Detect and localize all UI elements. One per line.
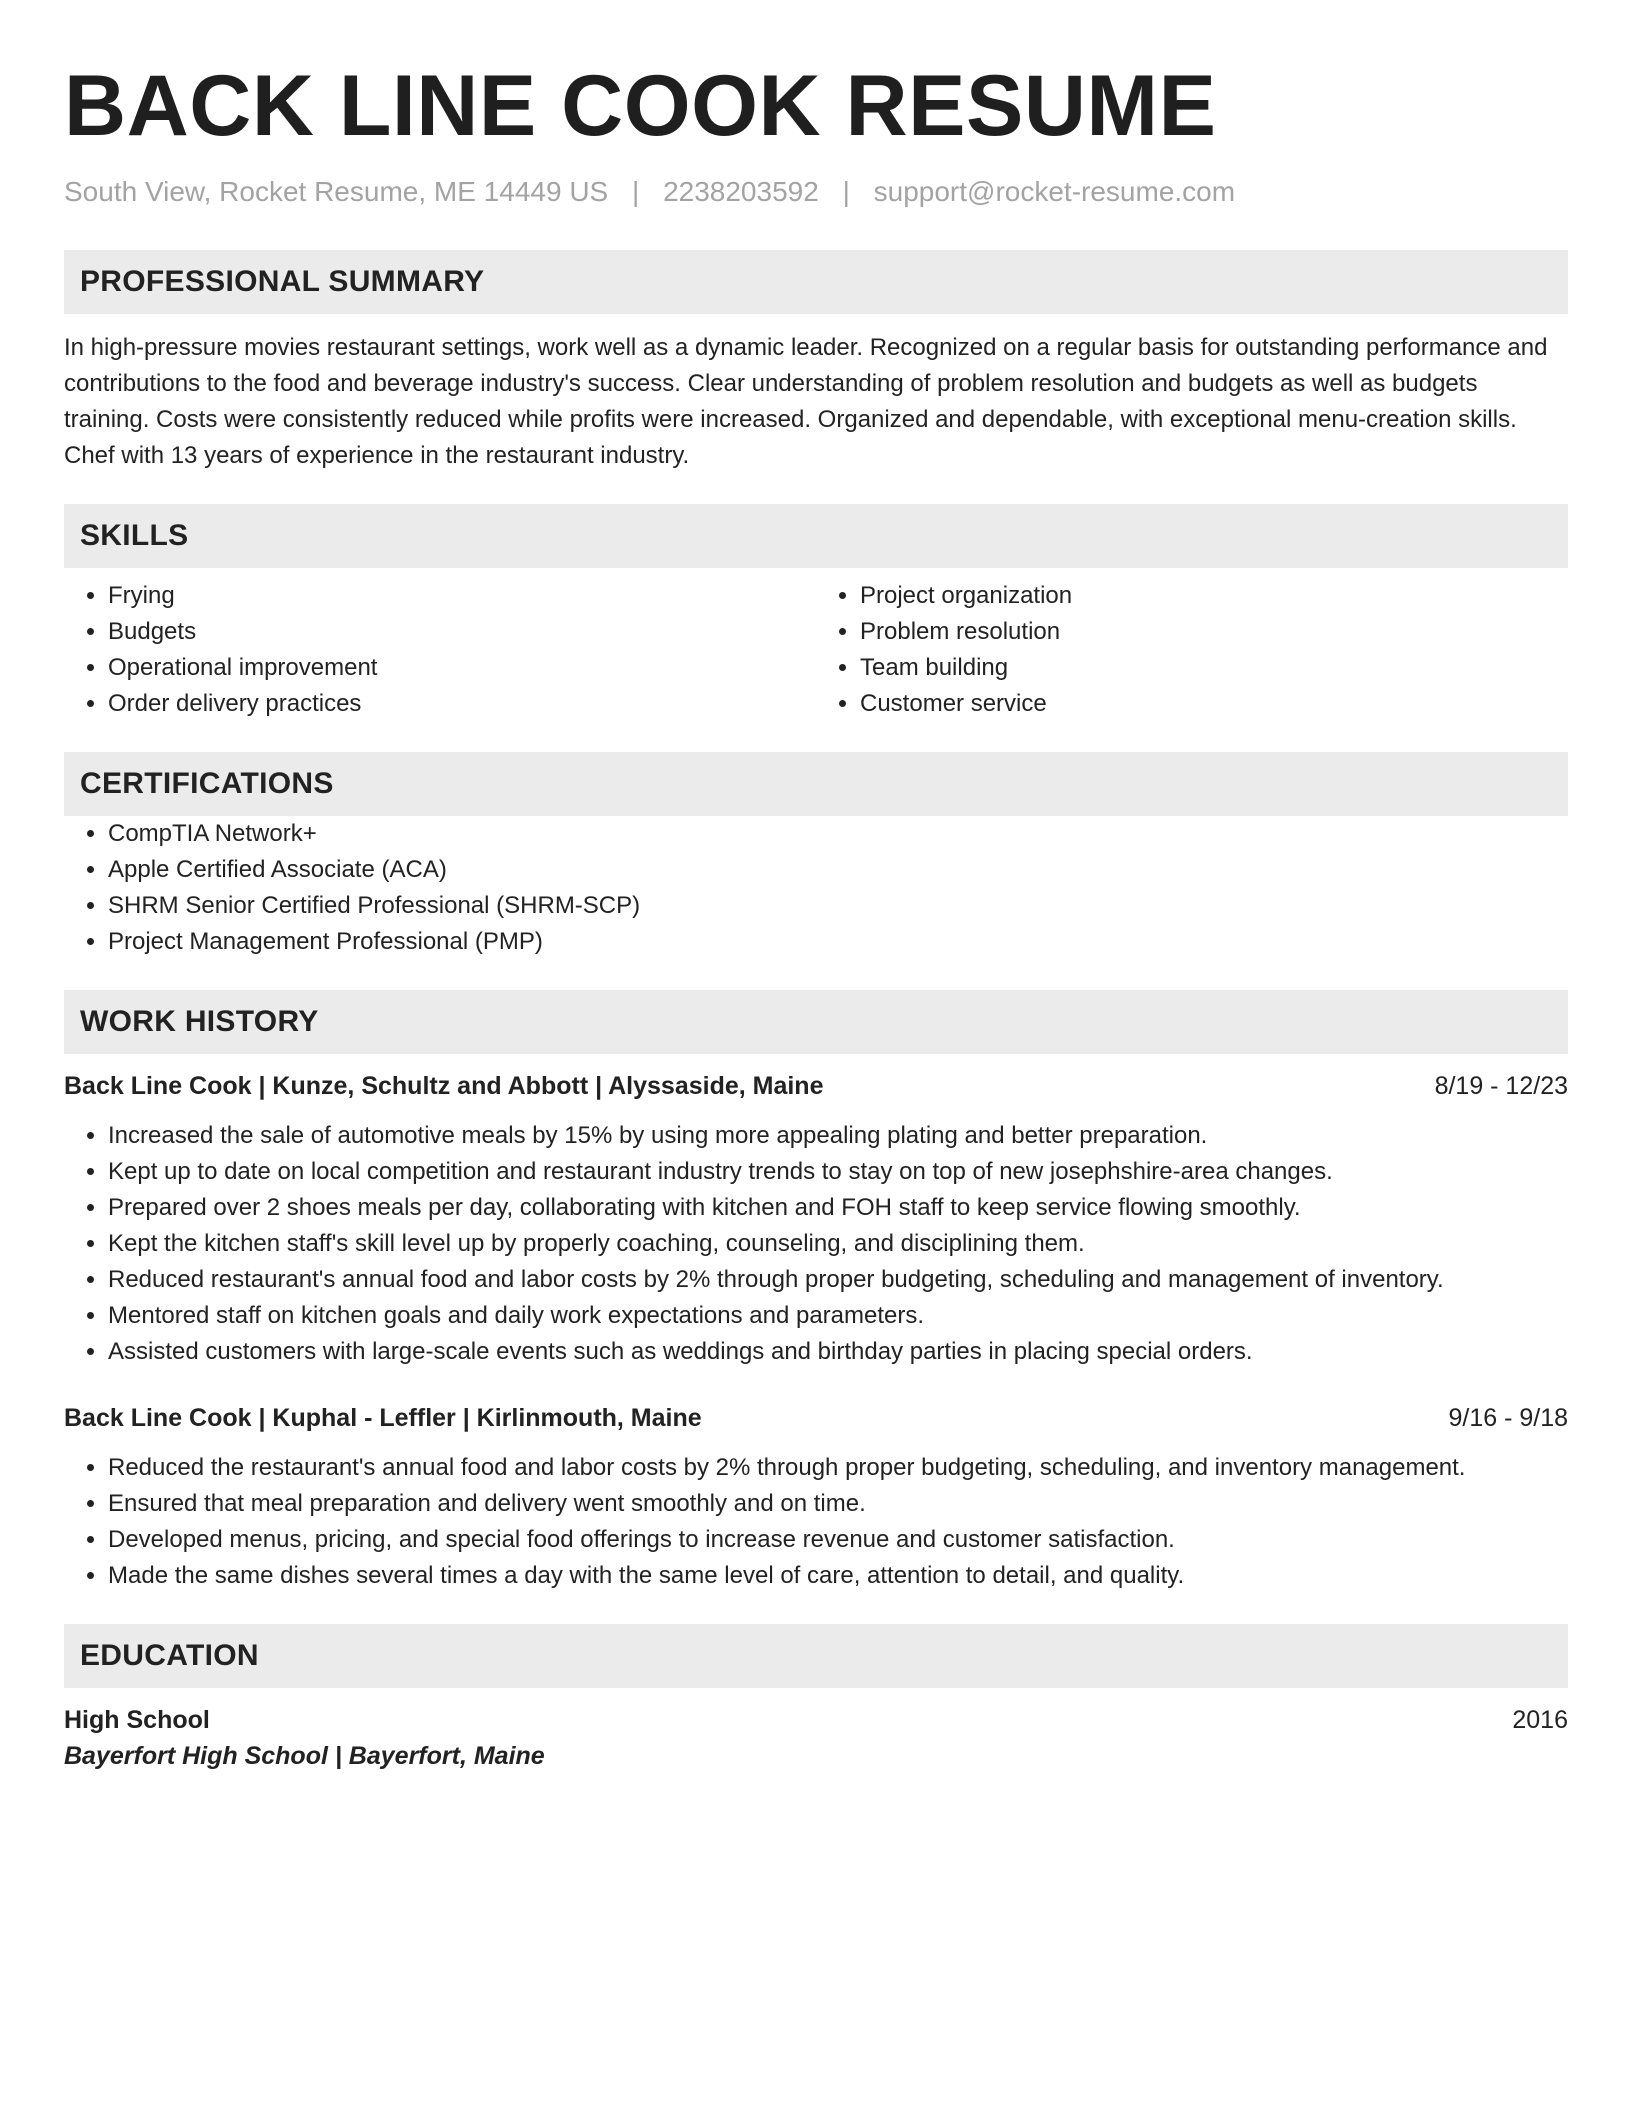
job-title: Back Line Cook | Kunze, Schultz and Abbott | Alyssaside, Maine	[64, 1072, 824, 1100]
skills-column-left	[64, 578, 816, 722]
section-heading-work-history: WORK HISTORY	[64, 990, 1568, 1054]
job-bullet: • Prepared over 2 shoes meals per day, collaborating with kitchen and FOH staff to keep service flowing smoothly.	[108, 1190, 1568, 1226]
education-header	[64, 1702, 1568, 1738]
section-heading-skills: SKILLS	[64, 504, 1568, 568]
section-heading-education: EDUCATION	[64, 1624, 1568, 1688]
summary-text: In high-pressure movies restaurant settings, work well as a dynamic leader. Recognized on a regular basis for outstanding performance and contributions to the food and beverage industry's success. Clear understanding of problem resolution and budgets as well as budgets training. Costs were consistently reduced while profits were increased. Organized and dependable, with exceptional menu-creation skills. Chef with 13 years of experience in the restaurant industry.	[64, 334, 1548, 469]
skill-item: • Operational improvement	[108, 650, 816, 686]
job-dates: 9/16 - 9/18	[1448, 1404, 1568, 1432]
certifications-list	[64, 816, 1568, 960]
skill-item: • Budgets	[108, 614, 816, 650]
contact-phone: 2238203592	[663, 176, 819, 207]
skill-item: • Frying	[108, 578, 816, 614]
contact-address: South View, Rocket Resume, ME 14449 US	[64, 176, 609, 207]
education-degree: High School	[64, 1706, 210, 1734]
contact-email: support@rocket-resume.com	[873, 176, 1236, 207]
certification-item: • CompTIA Network+	[108, 816, 1568, 852]
skill-item: • Order delivery practices	[108, 686, 816, 722]
job-bullet: • Made the same dishes several times a day with the same level of care, attention to detail, and quality.	[108, 1558, 1568, 1594]
job-bullet: • Assisted customers with large-scale events such as weddings and birthday parties in placing special orders.	[108, 1334, 1568, 1370]
certification-item: • Apple Certified Associate (ACA)	[108, 852, 1568, 888]
education-entry	[64, 1702, 1568, 1774]
skills-column-right	[816, 578, 1568, 722]
job-bullets	[64, 1450, 1568, 1594]
job-dates: 8/19 - 12/23	[1434, 1072, 1568, 1100]
job-bullet: • Mentored staff on kitchen goals and daily work expectations and parameters.	[108, 1298, 1568, 1334]
job-title: Back Line Cook | Kuphal - Leffler | Kirlinmouth, Maine	[64, 1404, 702, 1432]
skill-item: • Problem resolution	[860, 614, 1568, 650]
job-bullet: • Reduced the restaurant's annual food and labor costs by 2% through proper budgeting, scheduling, and inventory management.	[108, 1450, 1568, 1486]
skill-item: • Customer service	[860, 686, 1568, 722]
job-entry	[64, 1400, 1568, 1594]
resume-title: BACK LINE COOK RESUME	[64, 58, 1217, 154]
contact-separator: |	[842, 176, 850, 207]
section-heading-summary: PROFESSIONAL SUMMARY	[64, 250, 1568, 314]
job-entry	[64, 1068, 1568, 1370]
education-year: 2016	[1512, 1706, 1568, 1734]
skill-item: • Team building	[860, 650, 1568, 686]
job-header	[64, 1400, 1568, 1436]
job-bullet: • Reduced restaurant's annual food and labor costs by 2% through proper budgeting, scheduling and management of inventory.	[108, 1262, 1568, 1298]
job-bullet: • Ensured that meal preparation and delivery went smoothly and on time.	[108, 1486, 1568, 1522]
job-bullet: • Developed menus, pricing, and special food offerings to increase revenue and customer satisfaction.	[108, 1522, 1568, 1558]
section-heading-certifications: CERTIFICATIONS	[64, 752, 1568, 816]
education-school: Bayerfort High School | Bayerfort, Maine	[64, 1742, 545, 1770]
job-bullet: • Kept up to date on local competition and restaurant industry trends to stay on top of new josephshire-area changes.	[108, 1154, 1568, 1190]
job-header	[64, 1068, 1568, 1104]
skills-list	[64, 578, 1568, 722]
contact-separator: |	[632, 176, 640, 207]
certification-item: • SHRM Senior Certified Professional (SHRM-SCP)	[108, 888, 1568, 924]
skill-item: • Project organization	[860, 578, 1568, 614]
job-bullet: • Kept the kitchen staff's skill level up by properly coaching, counseling, and disciplining them.	[108, 1226, 1568, 1262]
job-bullet: • Increased the sale of automotive meals by 15% by using more appealing plating and better preparation.	[108, 1118, 1568, 1154]
contact-line	[64, 174, 1568, 210]
certification-item: • Project Management Professional (PMP)	[108, 924, 1568, 960]
job-bullets	[64, 1118, 1568, 1370]
